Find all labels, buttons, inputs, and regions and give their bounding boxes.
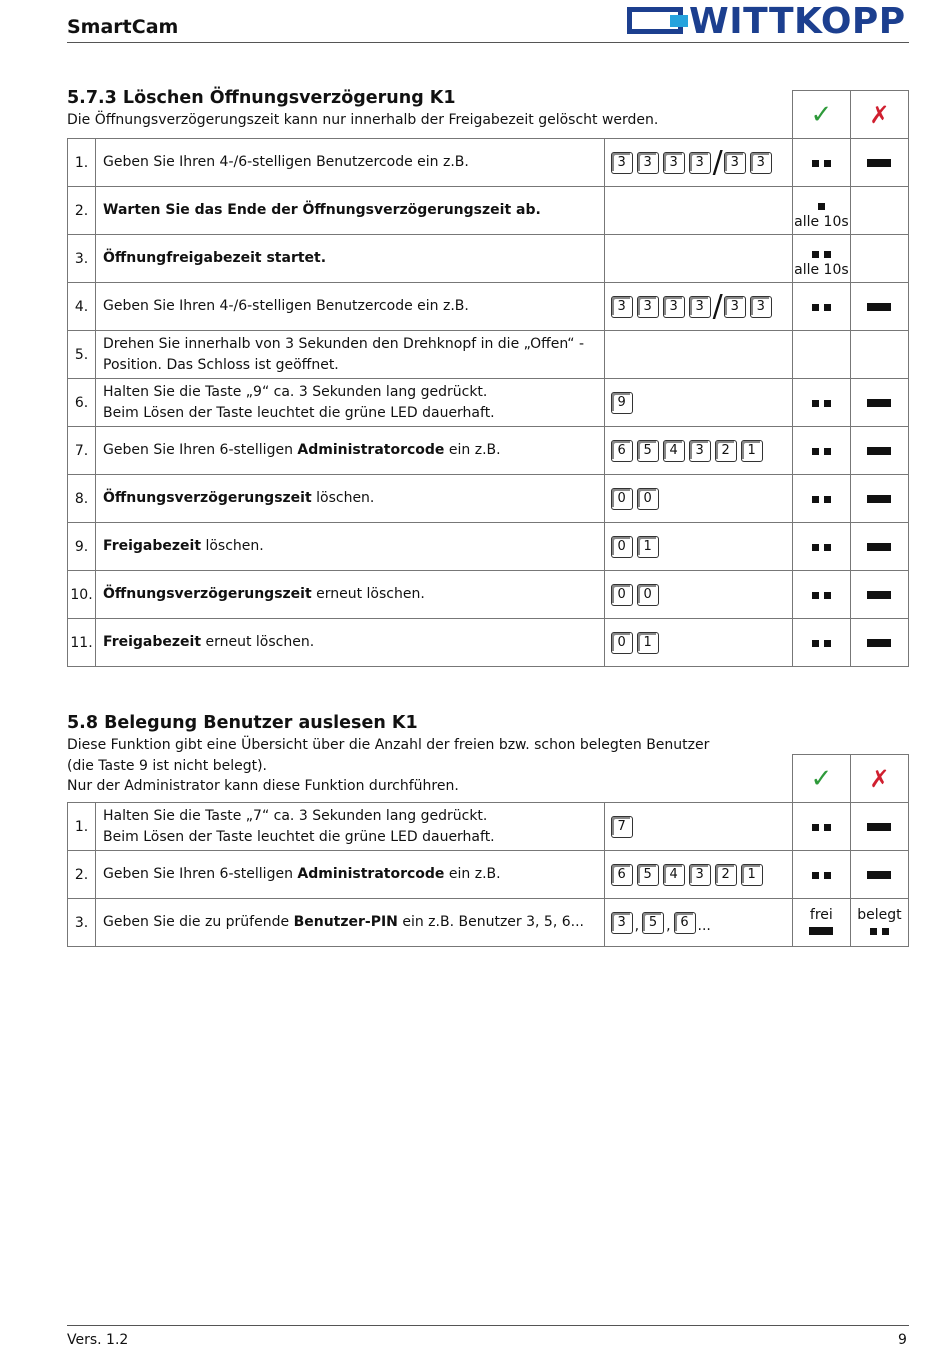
key-5: 5: [642, 912, 664, 934]
footer-rule: [67, 1325, 909, 1326]
key-3: 3: [663, 296, 685, 318]
key-sequence: [604, 283, 792, 331]
ok-column-header: [792, 91, 850, 139]
error-column-header: [850, 755, 908, 803]
step-text: Geben Sie Ihren 6-stelligen Administratorcode ein z.B.: [96, 851, 605, 899]
led-ok-single-blink: [792, 187, 850, 235]
document-title: SmartCam: [67, 16, 179, 38]
led-ok-double-blink-icon: [792, 379, 850, 427]
led-interval-label: alle 10s: [794, 262, 849, 278]
led-interval-label: alle 10s: [794, 214, 849, 230]
key-3: 3: [750, 152, 772, 174]
table-row: [68, 235, 909, 283]
led-ok-double-blink: [792, 235, 850, 283]
step-text: Freigabezeit erneut löschen.: [96, 619, 605, 667]
step-number: 2.: [68, 187, 96, 235]
ok-column-header: [792, 755, 850, 803]
step-text: Drehen Sie innerhalb von 3 Sekunden den Drehknopf in die „Offen“ - Position. Das Schloss ist geöffnet.: [96, 331, 605, 379]
table-row: [68, 379, 909, 427]
led-ok-double-blink-icon: [792, 139, 850, 187]
key-3: 3: [689, 864, 711, 886]
led-error-long-icon: [850, 619, 908, 667]
table-row: [68, 899, 909, 947]
key-sequence: [604, 523, 792, 571]
free-label: frei: [809, 906, 833, 923]
key-3: 3: [689, 296, 711, 318]
led-ok-double-blink-icon: [792, 283, 850, 331]
table-row: [68, 851, 909, 899]
key-0: 0: [611, 536, 633, 558]
key-1: 1: [637, 536, 659, 558]
key-sequence: [604, 139, 792, 187]
key-5: 5: [637, 440, 659, 462]
table-row: [68, 523, 909, 571]
led-error-long-icon: [850, 571, 908, 619]
step-number: 2.: [68, 851, 96, 899]
key-3: 3: [689, 440, 711, 462]
section-intro-5-8: Diese Funktion gibt eine Übersicht über die Anzahl der freien bzw. schon belegten Benutzer (die Taste 9 ist nicht belegt). Nur der Administrator kann diese Funktion durchführen.: [67, 737, 710, 794]
led-error-long-icon: [850, 283, 908, 331]
led-error-long-icon: [850, 379, 908, 427]
steps-table-5-7-3: [67, 90, 909, 667]
slash-separator: /: [712, 288, 723, 324]
step-number: 1.: [68, 803, 96, 851]
step-text: Geben Sie die zu prüfende Benutzer-PIN ein z.B. Benutzer 3, 5, 6...: [96, 899, 605, 947]
step-number: 5.: [68, 331, 96, 379]
key-1: 1: [637, 632, 659, 654]
table-row: [68, 331, 909, 379]
key-0: 0: [637, 584, 659, 606]
led-double-dot-icon: [809, 246, 833, 262]
table-header-row: [68, 91, 909, 139]
key-sequence: [604, 851, 792, 899]
key-1: 1: [741, 440, 763, 462]
led-ok-double-blink-icon: [792, 523, 850, 571]
logo-wordmark: WITTKOPP: [689, 1, 906, 42]
key-3: 3: [611, 912, 633, 934]
step-text: Freigabezeit löschen.: [96, 523, 605, 571]
steps-table-5-8: [67, 754, 909, 947]
table-row: [68, 139, 909, 187]
step-number: 3.: [68, 235, 96, 283]
key-3: 3: [750, 296, 772, 318]
key-sequence: [604, 475, 792, 523]
section-title-5-8: 5.8 Belegung Benutzer auslesen K1: [67, 713, 418, 733]
key-0: 0: [611, 488, 633, 510]
table-row: [68, 283, 909, 331]
key-sequence: [604, 427, 792, 475]
key-3: 3: [611, 152, 633, 174]
table-row: [68, 803, 909, 851]
slash-separator: /: [712, 144, 723, 180]
key-2: 2: [715, 864, 737, 886]
led-single-dot-icon: [793, 198, 850, 214]
key-sequence: [604, 619, 792, 667]
table-row: [68, 571, 909, 619]
step-number: 7.: [68, 427, 96, 475]
step-number: 11.: [68, 619, 96, 667]
key-0: 0: [611, 632, 633, 654]
led-used-indicator: [850, 899, 908, 947]
led-error-long-icon: [850, 139, 908, 187]
key-9: 9: [611, 392, 633, 414]
key-3: 3: [724, 296, 746, 318]
led-ok-double-blink-icon: [792, 427, 850, 475]
led-ok-double-blink-icon: [792, 803, 850, 851]
version-label: Vers. 1.2: [67, 1332, 129, 1348]
led-free-indicator: [792, 899, 850, 947]
step-text: Halten Sie die Taste „7“ ca. 3 Sekunden lang gedrückt. Beim Lösen der Taste leuchtet die grüne LED dauerhaft.: [96, 803, 605, 851]
key-4: 4: [663, 864, 685, 886]
key-0: 0: [611, 584, 633, 606]
led-long-icon: [793, 923, 850, 939]
key-3: 3: [637, 152, 659, 174]
page-number: 9: [898, 1332, 907, 1348]
led-error-long-icon: [850, 803, 908, 851]
table-row: [68, 427, 909, 475]
key-3: 3: [611, 296, 633, 318]
led-ok-double-blink-icon: [792, 851, 850, 899]
step-number: 1.: [68, 139, 96, 187]
step-text: Geben Sie Ihren 4-/6-stelligen Benutzercode ein z.B.: [96, 283, 605, 331]
step-text: Öffnungsverzögerungszeit löschen.: [96, 475, 605, 523]
step-text: Geben Sie Ihren 6-stelligen Administratorcode ein z.B.: [96, 427, 605, 475]
step-text: Öffnungfreigabezeit startet.: [96, 235, 605, 283]
key-1: 1: [741, 864, 763, 886]
key-3: 3: [663, 152, 685, 174]
section-intro-5-7-3: Die Öffnungsverzögerungszeit kann nur innerhalb der Freigabezeit gelöscht werden.: [67, 112, 659, 128]
header-rule: [67, 42, 909, 43]
table-row: [68, 187, 909, 235]
step-text: Warten Sie das Ende der Öffnungsverzögerungszeit ab.: [96, 187, 605, 235]
led-error-long-icon: [850, 851, 908, 899]
key-6: 6: [611, 440, 633, 462]
step-number: 8.: [68, 475, 96, 523]
wittkopp-logo: [627, 1, 910, 42]
logo-mark-icon: [627, 7, 683, 34]
checkmark-icon: ✓: [810, 99, 833, 130]
led-ok-double-blink-icon: [792, 619, 850, 667]
led-error-long-icon: [850, 475, 908, 523]
section-title-5-7-3: 5.7.3 Löschen Öffnungsverzögerung K1: [67, 88, 456, 108]
led-error-long-icon: [850, 523, 908, 571]
led-ok-double-blink-icon: [792, 571, 850, 619]
key-sequence: [604, 571, 792, 619]
key-sequence: 3 , 5 , 6 ...: [604, 899, 792, 947]
step-number: 10.: [68, 571, 96, 619]
table-row: [68, 475, 909, 523]
step-number: 9.: [68, 523, 96, 571]
step-number: 6.: [68, 379, 96, 427]
used-label: belegt: [857, 906, 902, 923]
key-3: 3: [637, 296, 659, 318]
key-5: 5: [637, 864, 659, 886]
key-6: 6: [611, 864, 633, 886]
key-sequence: [604, 803, 792, 851]
key-2: 2: [715, 440, 737, 462]
led-error-long-icon: [850, 427, 908, 475]
step-number: 4.: [68, 283, 96, 331]
step-text: Geben Sie Ihren 4-/6-stelligen Benutzercode ein z.B.: [96, 139, 605, 187]
checkmark-icon: ✓: [810, 763, 833, 794]
table-header-row: [68, 755, 909, 803]
error-column-header: [850, 91, 908, 139]
key-7: 7: [611, 816, 633, 838]
led-ok-double-blink-icon: [792, 475, 850, 523]
key-6: 6: [674, 912, 696, 934]
cross-icon: ✗: [869, 100, 890, 129]
key-4: 4: [663, 440, 685, 462]
step-text: Öffnungsverzögerungszeit erneut löschen.: [96, 571, 605, 619]
table-row: [68, 619, 909, 667]
led-double-dot-icon: [851, 923, 908, 939]
step-text: Halten Sie die Taste „9“ ca. 3 Sekunden lang gedrückt. Beim Lösen der Taste leuchtet die grüne LED dauerhaft.: [96, 379, 605, 427]
step-number: 3.: [68, 899, 96, 947]
key-sequence: [604, 379, 792, 427]
key-0: 0: [637, 488, 659, 510]
cross-icon: ✗: [869, 764, 890, 793]
key-3: 3: [724, 152, 746, 174]
key-3: 3: [689, 152, 711, 174]
